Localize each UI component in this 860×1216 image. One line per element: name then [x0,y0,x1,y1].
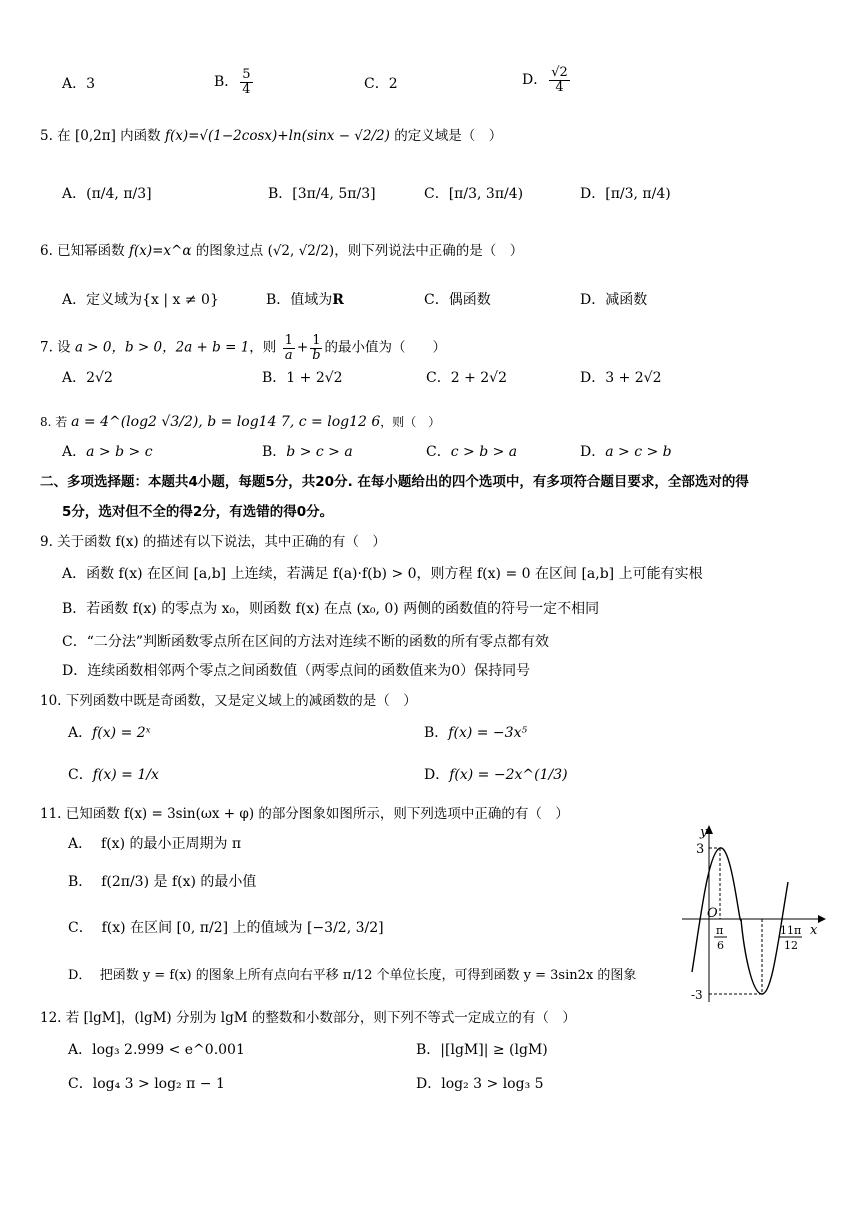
q4-d-denominator: 4 [555,79,564,95]
q12-option-c [68,1076,225,1093]
q10-a-value: f(x) = 2ˣ [92,725,151,741]
q7-c-label: C． [426,370,451,386]
section2-heading-line2: 5分，选对但不全的得2分，有选错的得0分。 [62,504,334,520]
q6-b-value: R [332,292,344,308]
q10-c-label: C． [68,767,93,783]
q11-option-d [68,968,636,984]
q10-c-value: f(x) = 1/x [92,767,159,783]
q10-d-value: f(x) = −2x^(1/3) [449,767,568,783]
q4-option-a: A．3 [62,76,96,92]
q7-option-d [580,370,662,387]
q7-b-label: B． [262,370,287,386]
q5-a-label: A． [62,186,87,202]
q11-option-a [68,836,241,853]
q8-stem-pre: 8. 若 [40,415,68,429]
q8-c-value: c > b > a [450,444,518,460]
q6-stem-post: ，则下列说法中正确的是（ ） [334,243,524,259]
q7-fraction-1-over-a: $\frac{1}{a}$ [284,333,293,363]
q5-c-value: [π/3, 3π/4) [448,186,524,202]
q7-condition: a > 0，b > 0，2a + b = 1 [74,339,250,356]
q11-b-value: f(2π/3) 是 f(x) 的最小值 [101,874,257,890]
q9-option-c: C．“二分法”判断函数零点所在区间的方法对连续不断的函数的所有零点都有效 [62,634,550,650]
x-axis-label: x [810,923,818,938]
q6-function: f(x)=x^α [128,243,192,259]
q5-stem [40,128,502,144]
tick-pi6-num: π [716,924,724,937]
q6-point: (√2, √2/2) [267,243,335,259]
q11-d-label: D． [68,968,92,983]
q8-c-label: C． [426,444,451,460]
q6-option-a: A．定义域为{x | x ≠ 0} [62,292,219,308]
q10-option-a [68,725,151,742]
q7-fraction-1-over-b: $\frac{1}{b}$ [312,333,321,363]
q5-d-label: D． [580,186,606,202]
q11-d-value: 把函数 y = f(x) 的图象上所有点向右平移 π/12 个单位长度，可得到函数 y = 3sin2x 的图象 [99,968,637,983]
q11-c-label: C． [68,920,93,936]
q9-stem: 9. 关于函数 f(x) 的描述有以下说法，其中正确的有（ ） [40,534,386,550]
x-axis-arrow [818,915,826,923]
q12-d-label: D． [416,1076,442,1092]
y-axis-label: y [700,825,708,840]
q11-option-b [68,874,256,891]
q10-a-label: A． [68,725,93,741]
q10-option-c [68,767,159,784]
q7-stem: 7. 设 a > 0，b > 0，2a + b = 1，则 $\frac{1}{a}$ + $\frac{1}{b}$ 的最小值为（ ） [40,333,447,363]
q11-b-label: B． [68,874,93,890]
origin-label: O [707,906,718,921]
q8-option-b [262,444,353,461]
q10-option-d [424,767,568,784]
q7-option-a [62,370,113,387]
q4-b-denominator: 4 [242,81,251,97]
q8-option-c [426,444,517,461]
q12-option-b [416,1042,548,1059]
q10-b-label: B． [424,725,449,741]
q5-d-value: [π/3, π/4) [605,186,671,202]
q4-b-numerator: 5 [242,67,251,82]
q6-stem [40,243,523,259]
q12-option-a [68,1042,245,1059]
q7-option-c [426,370,507,387]
q4-option-b-fraction [240,68,252,96]
q8-stem [40,414,440,431]
q8-stem-post: ，则（ ） [380,415,441,429]
q10-option-b [424,725,527,742]
q5-option-c [424,186,523,203]
q5-option-d [580,186,671,203]
q12-a-label: A． [68,1042,93,1058]
q9-option-d: D．连续函数相邻两个零点之间函数值（两零点间的函数值来为0）保持同号 [62,663,531,679]
q5-function: f(x)=√(1−2cosx)+ln(sinx − √2/2) [164,128,390,144]
q12-c-value: log₄ 3 > log₂ π − 1 [92,1076,225,1092]
q11-a-label: A． [68,836,93,852]
q7-b-value: 1 + 2√2 [286,370,343,386]
q5-a-value: (π/4, π/3] [86,186,152,202]
q7-option-b [262,370,343,387]
q11-a-value: f(x) 的最小正周期为 π [101,836,242,852]
q5-interval: [0,2π] [74,128,116,144]
q8-a-value: a > b > c [86,444,153,460]
q5-c-label: C． [424,186,449,202]
tick-11pi12-num: 11π [780,924,802,937]
tick-pi6-den: 6 [717,939,724,952]
q8-option-a [62,444,153,461]
q7-stem-post: 的最小值为（ ） [324,339,447,356]
y-max-label: 3 [696,842,705,857]
q4-option-d-label: D． [522,72,548,89]
q11-sine-graph [678,822,828,1004]
q6-stem-mid: 的图象过点 [195,243,264,259]
q12-d-value: log₂ 3 > log₃ 5 [441,1076,544,1092]
q7-stem-mid: ，则 [249,339,277,356]
q8-d-label: D． [580,444,606,460]
q8-expression: a = 4^(log2 √3/2), b = log14 7, c = log12 6 [71,414,381,430]
q5-stem-mid: 内函数 [120,128,161,144]
q8-b-value: b > c > a [286,444,353,460]
q5-option-b [268,186,376,203]
q4-option-b-label: B． [214,74,239,91]
q9-option-b: B．若函数 f(x) 的零点为 x₀，则函数 f(x) 在点 (x₀, 0) 两侧的函数值的符号一定不相同 [62,601,600,617]
q10-b-value: f(x) = −3x⁵ [448,725,528,741]
q7-a-value: 2√2 [86,370,113,386]
q5-b-label: B． [268,186,293,202]
q11-stem: 11. 已知函数 f(x) = 3sin(ωx + φ) 的部分图象如图所示，则下列选项中正确的有（ ） [40,806,569,822]
q5-stem-pre: 5. 在 [40,128,71,144]
q9-option-a: A．函数 f(x) 在区间 [a,b] 上连续，若满足 f(a)·f(b) > 0，则方程 f(x) = 0 在区间 [a,b] 上可能有实根 [62,566,703,582]
q7-c-value: 2 + 2√2 [450,370,507,386]
section2-heading-line1: 二、多项选择题：本题共4小题，每题5分，共20分. 在每小题给出的四个选项中，有多项符合题目要求，全部选对的得 [40,474,749,490]
q6-option-d: D．减函数 [580,292,648,308]
q6-b-label: B．值域为 [266,292,333,308]
q10-d-label: D． [424,767,450,783]
q7-a-label: A． [62,370,87,386]
q8-option-d [580,444,672,461]
q4-option-b [214,68,255,96]
tick-11pi12-den: 12 [784,939,798,952]
q11-option-c [68,920,384,937]
q12-a-value: log₃ 2.999 < e^0.001 [92,1042,245,1058]
q7-d-label: D． [580,370,606,386]
q5-option-a [62,186,152,203]
q8-a-label: A． [62,444,87,460]
q5-b-value: [3π/4, 5π/3] [292,186,376,202]
q12-b-value: |[lgM]| ≥ (lgM) [440,1042,548,1058]
q4-d-numerator: √2 [551,65,568,80]
q6-stem-pre: 6. 已知幂函数 [40,243,125,259]
q11-c-value: f(x) 在区间 [0, π/2] 上的值域为 [−3/2, 3/2] [101,920,384,936]
q7-d-value: 3 + 2√2 [605,370,662,386]
q4-option-d [522,66,572,94]
q5-stem-post: 的定义域是（ ） [394,128,503,144]
q6-option-b [266,292,344,309]
q8-d-value: a > c > b [605,444,672,460]
q7-stem-pre: 7. 设 [40,339,71,356]
q12-option-d [416,1076,544,1093]
q12-c-label: C． [68,1076,93,1092]
q4-option-c: C．2 [364,76,398,92]
q4-option-d-fraction [549,66,570,94]
q12-b-label: B． [416,1042,441,1058]
q8-b-label: B． [262,444,287,460]
q10-stem: 10. 下列函数中既是奇函数，又是定义域上的减函数的是（ ） [40,693,417,709]
q6-option-c: C．偶函数 [424,292,491,308]
y-min-label: -3 [691,988,703,1002]
q12-stem: 12. 若 [lgM]，(lgM) 分别为 lgM 的整数和小数部分，则下列不等式一定成立的有（ ） [40,1010,576,1026]
